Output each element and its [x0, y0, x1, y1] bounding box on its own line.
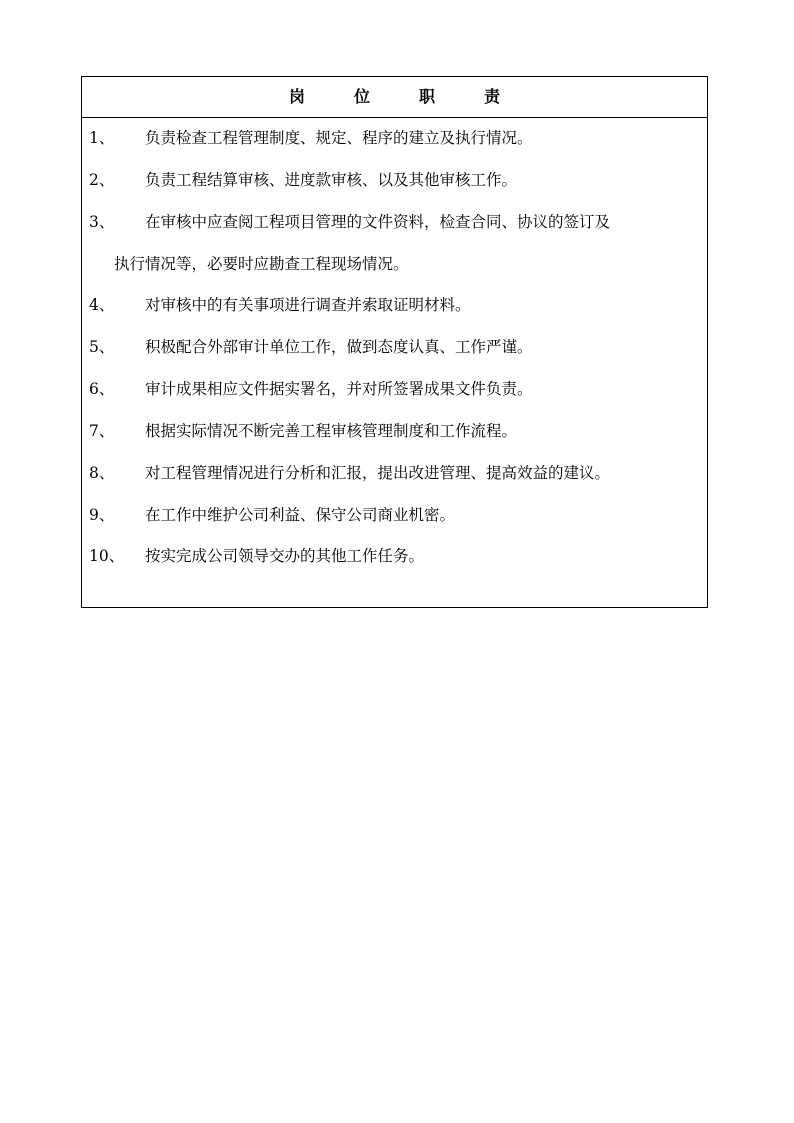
duty-number: 7、 [89, 422, 115, 440]
duty-text: 在审核中应查阅工程项目管理的文件资料，检查合同、协议的签订及 [145, 213, 611, 231]
duty-number: 9、 [89, 506, 115, 524]
duty-number: 3、 [89, 213, 115, 231]
duty-number: 6、 [89, 380, 115, 398]
duty-text-continuation: 执行情况等，必要时应勘查工程现场情况。 [114, 255, 409, 273]
duty-text: 负责工程结算审核、进度款审核、以及其他审核工作。 [145, 171, 518, 189]
duty-number: 2、 [89, 171, 115, 189]
title-char: 责 [483, 87, 500, 106]
duty-text: 审计成果相应文件据实署名，并对所签署成果文件负责。 [145, 380, 533, 398]
title-char: 位 [353, 87, 370, 106]
table-title [82, 87, 707, 107]
job-duties-table [81, 76, 708, 608]
duty-number: 1、 [89, 129, 115, 147]
title-char: 岗 [288, 87, 305, 106]
duty-list [82, 118, 707, 608]
duty-text: 对工程管理情况进行分析和汇报，提出改进管理、提高效益的建议。 [145, 464, 611, 482]
duty-text: 根据实际情况不断完善工程审核管理制度和工作流程。 [145, 422, 518, 440]
title-char: 职 [418, 87, 435, 106]
duty-text: 积极配合外部审计单位工作，做到态度认真、工作严谨。 [145, 338, 533, 356]
duty-text: 按实完成公司领导交办的其他工作任务。 [145, 547, 425, 565]
duty-number: 8、 [89, 464, 115, 482]
table-header [82, 77, 707, 118]
duty-text: 负责检查工程管理制度、规定、程序的建立及执行情况。 [145, 129, 533, 147]
duty-text: 对审核中的有关事项进行调查并索取证明材料。 [145, 296, 471, 314]
duty-text: 在工作中维护公司利益、保守公司商业机密。 [145, 506, 456, 524]
duty-number: 10、 [89, 547, 125, 565]
duty-number: 4、 [89, 296, 115, 314]
duty-number: 5、 [89, 338, 115, 356]
